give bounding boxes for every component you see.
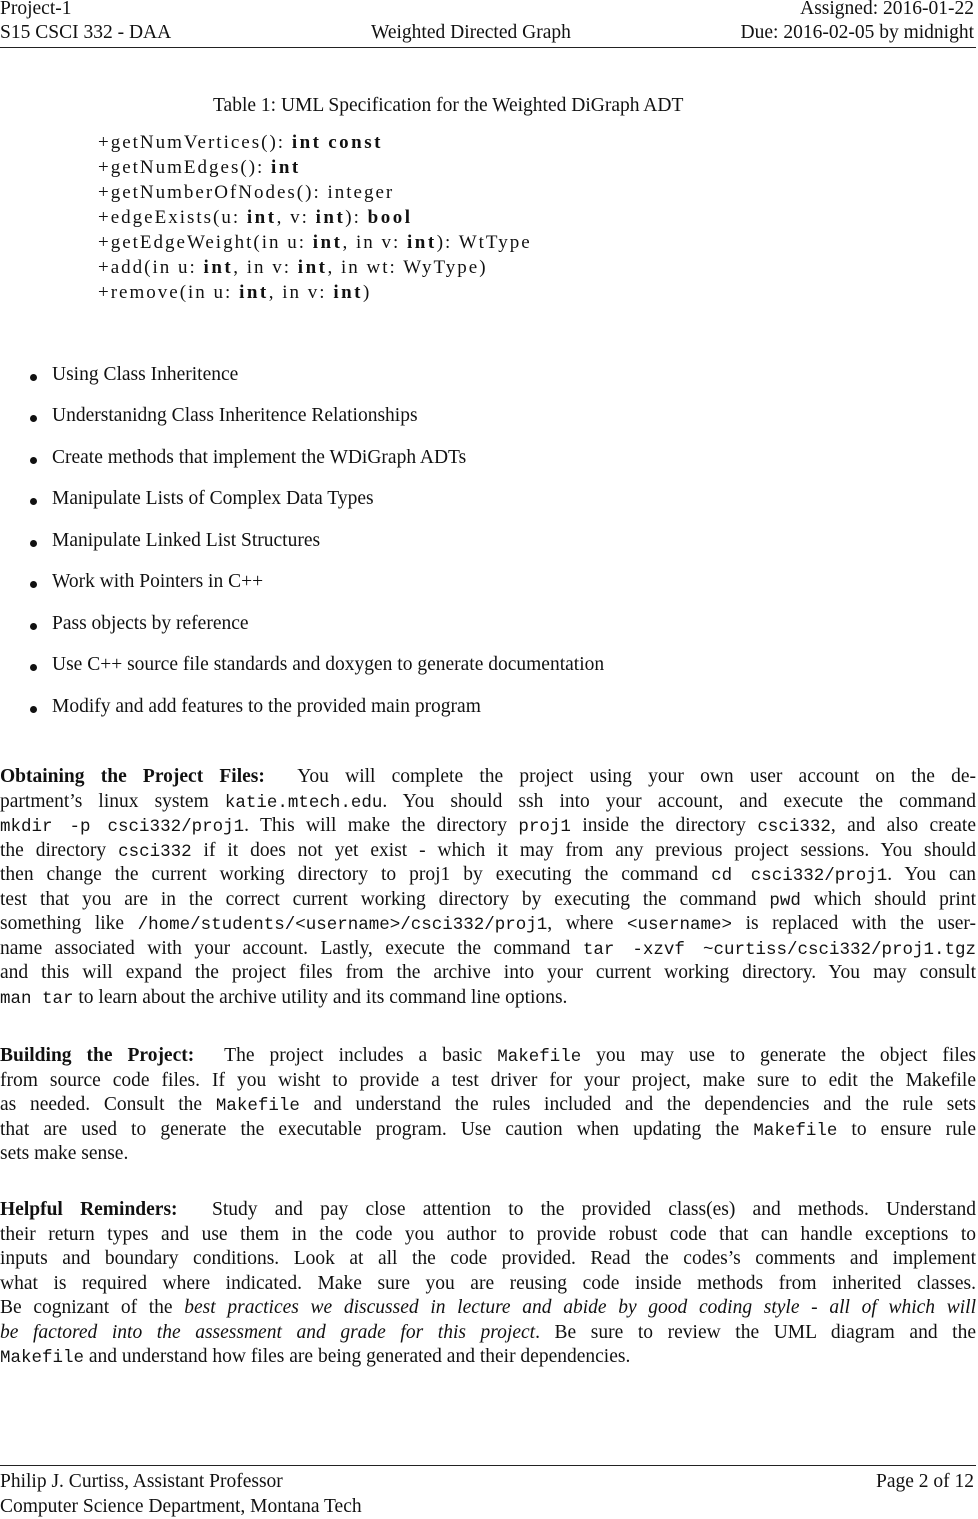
uml-line: +getEdgeWeight(in u: int, in v: int): WtType bbox=[98, 232, 532, 253]
list-item: Using Class Inheritence bbox=[52, 364, 239, 385]
obtaining-heading: Obtaining the Project Files: bbox=[0, 766, 265, 787]
bullet-dot bbox=[30, 540, 37, 547]
list-item: Work with Pointers in C++ bbox=[52, 571, 264, 592]
uml-line: +edgeExists(u: int, v: int): bool bbox=[98, 207, 413, 228]
building-paragraph: Building the Project: The project includes a basic Makefile you may use to generate the object files from source code files. If you wisht to provide a test driver for your project, make sure to edit the Makefile as needed. Consult the Makefile and understand the rules included and the dependencies and the rule sets that are used to generate the executable program. Use caution when updating the Makefile to ensure rule sets make sense. bbox=[0, 1045, 977, 1164]
obtaining-paragraph: Obtaining the Project Files: You will complete the project using your own user account on the de- partment’s linux system katie.mtech.edu. You should ssh into your account, and execute the command mkdir -p csci332/proj1. This will make the directory proj1 inside the directory csci332, and also create the directory csci332 if it does not yet exist - which it may from any previous project sessions. You should then change the current working directory to proj1 by executing the command cd csci332/proj1. You can test that you are in the correct current working directory by executing the command pwd which should print something like /home/students/<username>/csci332/proj1, where <username> is replaced with the user- name associated with your account. Lastly, execute the command tar -xzvf ~curtiss/csci332/proj1.tgz and this will expand the project files from the archive into your current working directory. You may consult man tar to learn about the archive utility and its command line options. bbox=[0, 766, 977, 1009]
footer-page-number: Page 2 of 12 bbox=[875, 1471, 974, 1492]
bullet-dot bbox=[30, 623, 37, 630]
reminders-heading: Helpful Reminders: bbox=[0, 1199, 178, 1220]
bullet-dot bbox=[30, 581, 37, 588]
list-item: Manipulate Linked List Structures bbox=[52, 530, 321, 551]
uml-line: +getNumEdges(): int bbox=[98, 157, 301, 178]
header-rule bbox=[0, 47, 976, 48]
header-project: Project-1 bbox=[0, 0, 72, 19]
bullet-dot bbox=[30, 706, 37, 713]
list-item: Understanidng Class Inheritence Relationships bbox=[52, 405, 418, 426]
header-title: Weighted Directed Graph bbox=[371, 22, 571, 43]
header-assigned: Assigned: 2016-01-22 bbox=[800, 0, 974, 19]
reminders-paragraph: Helpful Reminders: Study and pay close attention to the provided class(es) and methods. Understand their return types and use them in the code you author to provide robust code that can handle exceptions to inputs and boundary conditions. Look at all the code provided. Read the codes’s comments and implement what is required where indicated. Make sure you are reusing code inside methods from inherited classes. Be cognizant of the best practices we discussed in lecture and abide by good coding style - all of which will be factored into the assessment and grade for this project. Be sure to review the UML diagram and the Makefile and understand how files are being generated and their dependencies. bbox=[0, 1199, 977, 1368]
uml-line: +add(in u: int, in v: int, in wt: WyType) bbox=[98, 257, 488, 278]
list-item: Create methods that implement the WDiGraph ADTs bbox=[52, 447, 467, 468]
bullet-dot bbox=[30, 374, 37, 381]
bullet-dot bbox=[30, 498, 37, 505]
list-item: Modify and add features to the provided main program bbox=[52, 696, 481, 717]
list-item: Use C++ source file standards and doxygen to generate documentation bbox=[52, 654, 605, 675]
header-course: S15 CSCI 332 - DAA bbox=[0, 22, 172, 43]
table-caption: Table 1: UML Specification for the Weighted DiGraph ADT bbox=[213, 95, 684, 116]
building-heading: Building the Project: bbox=[0, 1045, 195, 1066]
uml-line: +getNumVertices(): int const bbox=[98, 132, 383, 153]
bullet-dot bbox=[30, 664, 37, 671]
bullet-dot bbox=[30, 415, 37, 422]
list-item: Manipulate Lists of Complex Data Types bbox=[52, 488, 374, 509]
footer-author: Philip J. Curtiss, Assistant Professor bbox=[0, 1471, 283, 1492]
footer-department: Computer Science Department, Montana Tech bbox=[0, 1496, 362, 1517]
bullet-dot bbox=[30, 457, 37, 464]
uml-line: +remove(in u: int, in v: int) bbox=[98, 282, 372, 303]
footer-rule bbox=[0, 1465, 976, 1466]
header-due: Due: 2016-02-05 by midnight bbox=[740, 22, 974, 43]
list-item: Pass objects by reference bbox=[52, 613, 249, 634]
uml-line: +getNumberOfNodes(): integer bbox=[98, 182, 395, 203]
